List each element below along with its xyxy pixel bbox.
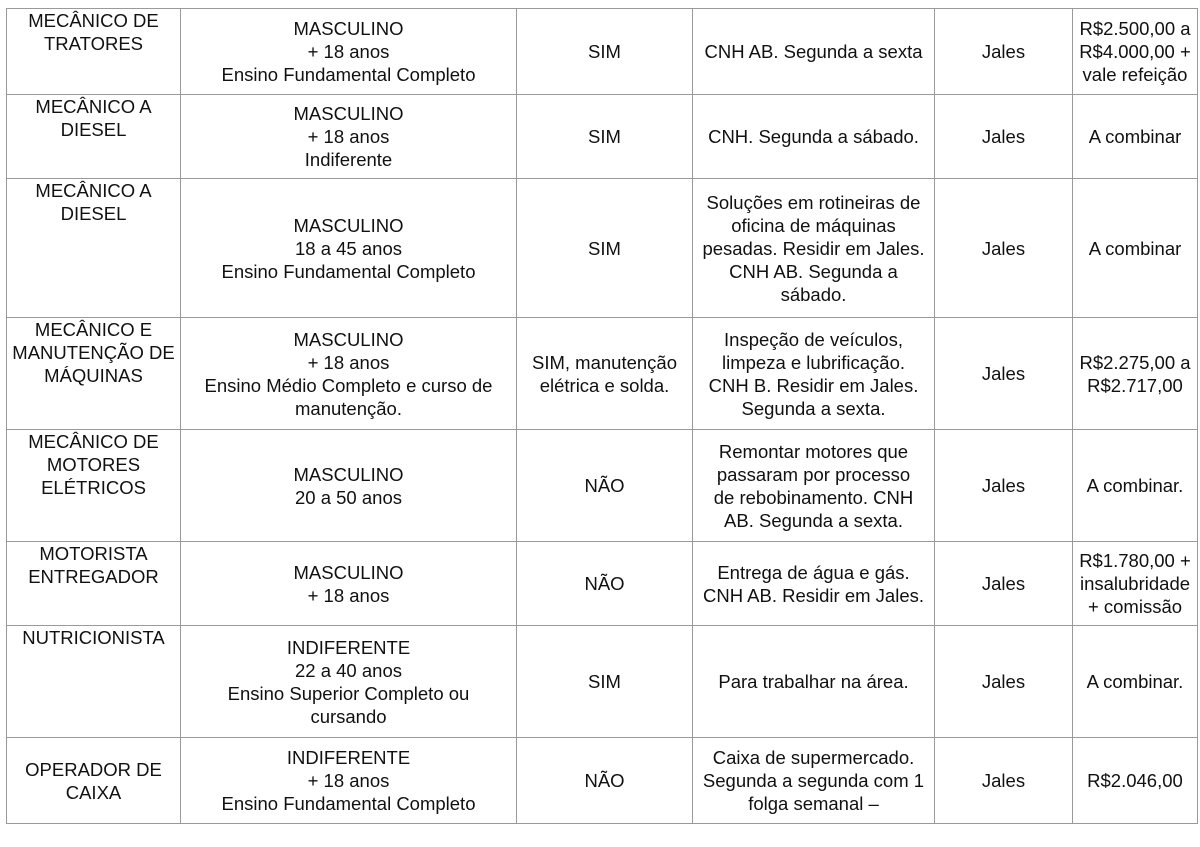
role-cell: NUTRICIONISTA xyxy=(7,626,181,738)
requirements-cell: Entrega de água e gás. CNH AB. Residir em Jales. xyxy=(693,542,935,626)
page-bottom-margin xyxy=(0,836,1200,847)
requirements-cell: CNH. Segunda a sábado. xyxy=(693,95,935,179)
table-row xyxy=(7,318,1198,430)
requirements-cell: Soluções em rotineiras de oficina de máquinas pesadas. Residir em Jales. CNH AB. Segunda a sábado. xyxy=(693,179,935,318)
profile-cell: MASCULINO + 18 anos Indiferente xyxy=(181,95,517,179)
city-cell: Jales xyxy=(935,430,1073,542)
salary-cell: R$2.046,00 xyxy=(1073,738,1198,824)
requirements-cell: Inspeção de veículos, limpeza e lubrificação. CNH B. Residir em Jales. Segunda a sexta. xyxy=(693,318,935,430)
requirements-cell: CNH AB. Segunda a sexta xyxy=(693,9,935,95)
salary-cell: A combinar. xyxy=(1073,430,1198,542)
table-row xyxy=(7,430,1198,542)
city-cell: Jales xyxy=(935,9,1073,95)
role-cell: MECÂNICO E MANUTENÇÃO DE MÁQUINAS xyxy=(7,318,181,430)
role-cell: MECÂNICO A DIESEL xyxy=(7,95,181,179)
experience-cell: SIM, manutenção elétrica e solda. xyxy=(517,318,693,430)
experience-cell: NÃO xyxy=(517,430,693,542)
experience-cell: NÃO xyxy=(517,542,693,626)
requirements-cell: Caixa de supermercado. Segunda a segunda com 1 folga semanal – xyxy=(693,738,935,824)
table-row xyxy=(7,95,1198,179)
table-row xyxy=(7,542,1198,626)
experience-cell: SIM xyxy=(517,9,693,95)
profile-cell: MASCULINO 18 a 45 anos Ensino Fundamental Completo xyxy=(181,179,517,318)
experience-cell: SIM xyxy=(517,179,693,318)
job-vacancy-table xyxy=(6,8,1198,824)
city-cell: Jales xyxy=(935,179,1073,318)
profile-cell: MASCULINO + 18 anos Ensino Médio Completo e curso de manutenção. xyxy=(181,318,517,430)
experience-cell: NÃO xyxy=(517,738,693,824)
role-cell: MECÂNICO DE MOTORES ELÉTRICOS xyxy=(7,430,181,542)
salary-cell: R$2.500,00 a R$4.000,00 + vale refeição xyxy=(1073,9,1198,95)
requirements-cell: Remontar motores que passaram por processo de rebobinamento. CNH AB. Segunda a sexta. xyxy=(693,430,935,542)
role-cell: OPERADOR DE CAIXA xyxy=(7,738,181,824)
table-row xyxy=(7,738,1198,824)
salary-cell: R$1.780,00 + insalubridade + comissão xyxy=(1073,542,1198,626)
profile-cell: INDIFERENTE 22 a 40 anos Ensino Superior Completo ou cursando xyxy=(181,626,517,738)
salary-cell: A combinar xyxy=(1073,179,1198,318)
city-cell: Jales xyxy=(935,95,1073,179)
profile-cell: MASCULINO + 18 anos Ensino Fundamental Completo xyxy=(181,9,517,95)
role-cell: MECÂNICO A DIESEL xyxy=(7,179,181,318)
salary-cell: R$2.275,00 a R$2.717,00 xyxy=(1073,318,1198,430)
table-row xyxy=(7,179,1198,318)
experience-cell: SIM xyxy=(517,95,693,179)
profile-cell: MASCULINO + 18 anos xyxy=(181,542,517,626)
city-cell: Jales xyxy=(935,318,1073,430)
role-cell: MOTORISTA ENTREGADOR xyxy=(7,542,181,626)
table-row xyxy=(7,9,1198,95)
role-cell: MECÂNICO DE TRATORES xyxy=(7,9,181,95)
table-row xyxy=(7,626,1198,738)
requirements-cell: Para trabalhar na área. xyxy=(693,626,935,738)
profile-cell: MASCULINO 20 a 50 anos xyxy=(181,430,517,542)
salary-cell: A combinar. xyxy=(1073,626,1198,738)
salary-cell: A combinar xyxy=(1073,95,1198,179)
profile-cell: INDIFERENTE + 18 anos Ensino Fundamental Completo xyxy=(181,738,517,824)
city-cell: Jales xyxy=(935,738,1073,824)
experience-cell: SIM xyxy=(517,626,693,738)
city-cell: Jales xyxy=(935,542,1073,626)
city-cell: Jales xyxy=(935,626,1073,738)
